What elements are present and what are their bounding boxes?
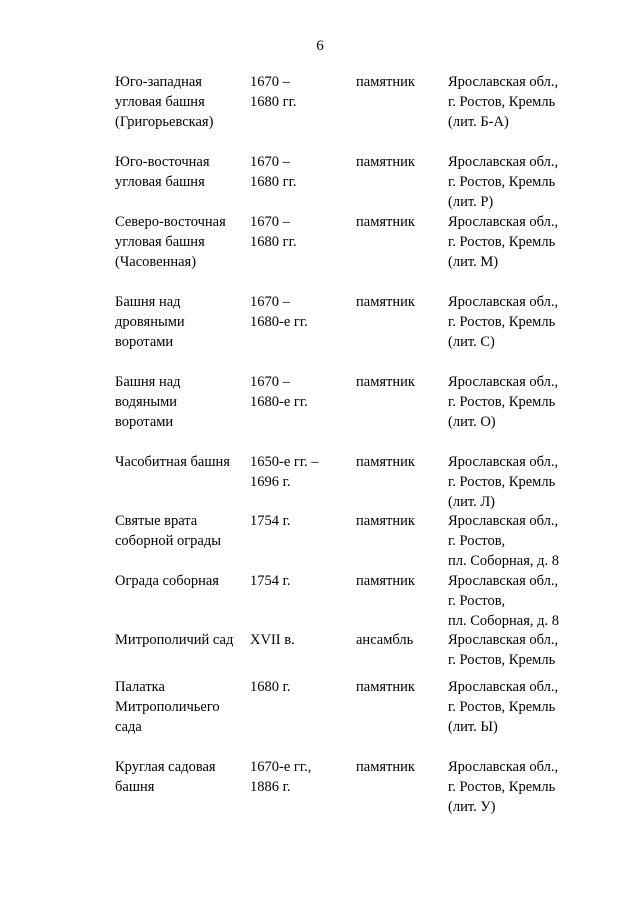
monument-address-line: Ярославская обл.,	[448, 214, 559, 230]
monument-name-line: Северо-восточная	[115, 214, 226, 230]
monument-address-line: г. Ростов, Кремль	[448, 394, 556, 410]
monument-name-line: дровяными	[115, 314, 185, 330]
monument-address-line: пл. Соборная, д. 8	[448, 553, 560, 569]
monument-name-line: соборной ограды	[115, 533, 221, 549]
monument-name-line: (Часовенная)	[115, 254, 197, 270]
monument-address-line: г. Ростов, Кремль	[448, 652, 556, 668]
monument-name-line: Юго-восточная	[115, 154, 210, 170]
monument-address-line: (лит. М)	[448, 254, 499, 270]
monument-date-line: 1670 –	[250, 154, 290, 170]
monument-name-line: башня	[115, 779, 155, 795]
monument-date	[250, 152, 350, 192]
monument-category: памятник	[356, 154, 415, 170]
monument-address-line: Ярославская обл.,	[448, 74, 559, 90]
monument-name	[115, 452, 250, 472]
monument-name	[115, 757, 250, 797]
monument-date	[250, 677, 350, 697]
monument-address-line: Ярославская обл.,	[448, 454, 559, 470]
monument-date-line: XVII в.	[250, 632, 295, 648]
monument-name-line: воротами	[115, 334, 174, 350]
monument-address-line: Ярославская обл.,	[448, 374, 559, 390]
monument-date-line: 1670-е гг.,	[250, 759, 312, 775]
monument-name	[115, 677, 250, 737]
monument-name-line: воротами	[115, 414, 174, 430]
monument-date-line: 1670 –	[250, 294, 290, 310]
monument-name-line: Палатка	[115, 679, 165, 695]
monument-name	[115, 571, 250, 591]
monument-category: памятник	[356, 759, 415, 775]
monument-name	[115, 630, 250, 650]
monument-address-line: г. Ростов, Кремль	[448, 314, 556, 330]
monument-address	[448, 677, 628, 737]
monument-address-line: (лит. С)	[448, 334, 495, 350]
monument-address	[448, 511, 628, 571]
monument-name	[115, 511, 250, 551]
monument-date-line: 1670 –	[250, 214, 290, 230]
monument-name-line: Юго-западная	[115, 74, 202, 90]
monument-address-line: Ярославская обл.,	[448, 573, 559, 589]
monument-name-line: Часобитная башня	[115, 454, 230, 470]
monument-name-line: Митрополичий сад	[115, 632, 234, 648]
monument-date	[250, 72, 350, 112]
monument-name-line: угловая башня	[115, 174, 205, 190]
monument-address-line: г. Ростов,	[448, 593, 506, 609]
monument-address-line: Ярославская обл.,	[448, 513, 559, 529]
monument-name	[115, 292, 250, 352]
monument-address-line: г. Ростов, Кремль	[448, 174, 556, 190]
monument-category: памятник	[356, 214, 415, 230]
monument-address	[448, 452, 628, 512]
monument-name-line: Башня над	[115, 294, 181, 310]
monument-address-line: г. Ростов,	[448, 533, 506, 549]
monument-address-line: (лит. Б-А)	[448, 114, 509, 130]
monument-name-line: угловая башня	[115, 94, 205, 110]
monument-date	[250, 292, 350, 332]
monument-address-line: Ярославская обл.,	[448, 294, 559, 310]
monument-address-line: Ярославская обл.,	[448, 632, 559, 648]
monument-address-line: (лит. Р)	[448, 194, 494, 210]
monument-name	[115, 212, 250, 272]
monument-category: ансамбль	[356, 632, 414, 648]
monument-address-line: Ярославская обл.,	[448, 679, 559, 695]
monument-date-line: 1680 гг.	[250, 94, 297, 110]
monument-category: памятник	[356, 74, 415, 90]
monument-name-line: угловая башня	[115, 234, 205, 250]
monument-address-line: Ярославская обл.,	[448, 154, 559, 170]
monument-address-line: г. Ростов, Кремль	[448, 94, 556, 110]
monument-address-line: г. Ростов, Кремль	[448, 474, 556, 490]
page-number: 6	[316, 38, 324, 54]
monument-date	[250, 212, 350, 252]
monument-date-line: 1696 г.	[250, 474, 291, 490]
monument-address	[448, 212, 628, 272]
monument-date-line: 1680 гг.	[250, 234, 297, 250]
monument-name-line: Башня над	[115, 374, 181, 390]
monument-address-line: г. Ростов, Кремль	[448, 779, 556, 795]
monument-category: памятник	[356, 454, 415, 470]
monument-name	[115, 152, 250, 192]
monument-name-line: Круглая садовая	[115, 759, 216, 775]
monument-address-line: г. Ростов, Кремль	[448, 699, 556, 715]
monument-date-line: 1670 –	[250, 374, 290, 390]
monument-category: памятник	[356, 679, 415, 695]
monument-name-line: Святые врата	[115, 513, 198, 529]
monument-date-line: 1680-е гг.	[250, 314, 308, 330]
monument-address-line: (лит. О)	[448, 414, 496, 430]
monument-date	[250, 757, 350, 797]
monument-name-line: сада	[115, 719, 142, 735]
monument-date-line: 1754 г.	[250, 513, 291, 529]
monument-address	[448, 372, 628, 432]
monument-date	[250, 511, 350, 531]
monument-address-line: пл. Соборная, д. 8	[448, 613, 560, 629]
monument-category: памятник	[356, 513, 415, 529]
monument-date-line: 1680 гг.	[250, 174, 297, 190]
monument-address	[448, 757, 628, 817]
monument-address	[448, 152, 628, 212]
monument-address	[448, 571, 628, 631]
monument-address-line: (лит. У)	[448, 799, 496, 815]
monument-address-line: г. Ростов, Кремль	[448, 234, 556, 250]
monument-category: памятник	[356, 374, 415, 390]
monument-date-line: 1680-е гг.	[250, 394, 308, 410]
monument-address	[448, 292, 628, 352]
monument-name	[115, 72, 250, 132]
monument-address-line: (лит. Л)	[448, 494, 495, 510]
monument-address	[448, 72, 628, 132]
monument-name-line: водяными	[115, 394, 178, 410]
monument-address	[448, 630, 628, 670]
monument-date-line: 1670 –	[250, 74, 290, 90]
monument-address-line: (лит. Ы)	[448, 719, 498, 735]
monument-name-line: Ограда соборная	[115, 573, 219, 589]
monument-date	[250, 630, 350, 650]
monument-category: памятник	[356, 294, 415, 310]
monument-name-line: (Григорьевская)	[115, 114, 214, 130]
monument-date-line: 1680 г.	[250, 679, 291, 695]
monument-date	[250, 452, 350, 492]
monument-date	[250, 571, 350, 591]
monument-category: памятник	[356, 573, 415, 589]
monument-date-line: 1886 г.	[250, 779, 291, 795]
monument-date	[250, 372, 350, 412]
monument-address-line: Ярославская обл.,	[448, 759, 559, 775]
monument-date-line: 1650-е гг. –	[250, 454, 319, 470]
monument-date-line: 1754 г.	[250, 573, 291, 589]
monument-name	[115, 372, 250, 432]
monument-name-line: Митрополичьего	[115, 699, 220, 715]
